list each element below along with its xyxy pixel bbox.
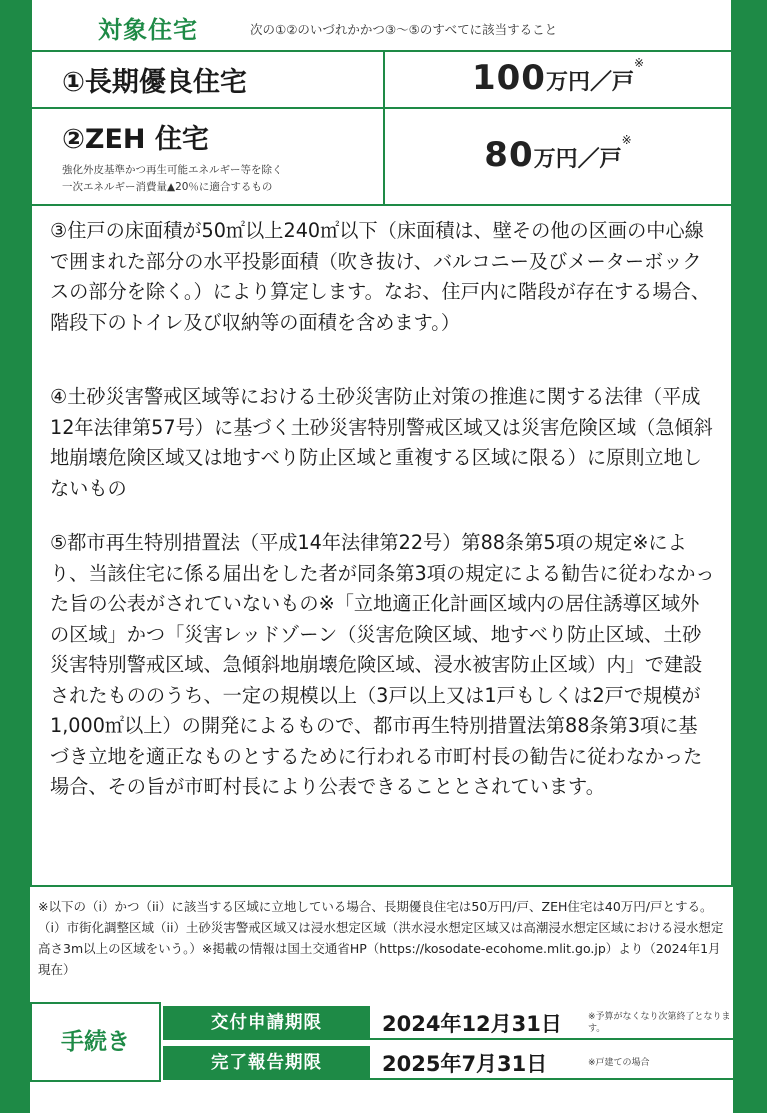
completion-report-note: ※戸建ての場合 [588, 1058, 650, 1068]
procedures-label: 手続き [61, 1029, 130, 1055]
amount-unit: 万円／戸 [533, 147, 622, 172]
housing-type-row [30, 52, 733, 109]
condition-urban-renewal: ⑤都市再生特別措置法（平成14年法律第22号）第88条第5項の規定※により、当該住宅に係る届出をした者が同条第3項の規定による勧告に従わなかった旨の公表がされていないもの※「立地適正化計画区域内の居住誘導区域外の区域」かつ「災害レッドゾーン（災害危険区域、地すべり防止区域、土砂災害特別警戒区域、急傾斜地崩壊危険区域、浸水被害防止区域）内」で建設されたもののうち、一定の規模以上（3戸以上又は1戸もしくは2戸で規模が1,000㎡以上）の開発によるもので、都市再生特別措置法第88条第3項に基づき立地を適正なものとするために行われる市町村長の勧告に従わなかった場合、その旨が市町村長により公表できることとされています。 [50, 531, 715, 798]
amount-unit: 万円／戸 [545, 70, 634, 95]
section-subtitle: 次の①②のいづれかかつ③～⑤のすべてに該当すること [250, 22, 558, 37]
subsidy-amount [385, 58, 731, 98]
footnote: ※以下の（i）かつ（ii）に該当する区域に立地している場合、長期優良住宅は50万円/戸、ZEH住宅は40万円/戸とする。（i）市街化調整区域（ii）土砂災害警戒区域又は浸水想定区域（洪水浸水想定区域又は高潮浸水想定区域における浸水想定高さ3m以上の区域をいう。）※掲載の情報は国土交通省HP（https://kosodate-ecohome.mlit.go.jp）より（2024年1月現在） [38, 899, 724, 977]
target-housing-header [30, 0, 733, 52]
amount-footnote-mark: ※ [633, 56, 645, 70]
housing-type-name: ①長期優良住宅 [62, 67, 247, 98]
housing-type-note: 強化外皮基準かつ再生可能エネルギー等を除く [62, 164, 283, 176]
housing-type-note: 一次エネルギー消費量▲20％に適合するもの [62, 181, 273, 193]
condition-floor-area: ③住戸の床面積が50㎡以上240㎡以下（床面積は、壁その他の区画の中心線で囲まれた部分の水平投影面積（吹き抜け、バルコニー及びメーターボックスの部分を除く。）により算定します。なお、住戸内に階段が存在する場合、階段下のトイレ及び収納等の面積を含めます。） [50, 219, 711, 334]
amount-number: 100 [471, 58, 546, 98]
amount-footnote-mark: ※ [621, 133, 632, 147]
housing-type-name: ②ZEH 住宅 [62, 124, 209, 155]
completion-report-date: 2025年7月31日 [382, 1052, 548, 1076]
housing-type-row [30, 107, 733, 206]
completion-report-label: 完了報告期限 [163, 1046, 370, 1080]
subsidy-amount [385, 135, 731, 175]
condition-landslide-zone: ④土砂災害警戒区域等における土砂災害防止対策の推進に関する法律（平成12年法律第57号）に基づく土砂災害特別警戒区域又は災害危険区域（急傾斜地崩壊危険区域又は地すべり防止区域と重複する区域に限る）に原則立地しないもの [50, 385, 713, 500]
row-underline [370, 1038, 733, 1040]
procedures-label-box [30, 1002, 161, 1082]
application-deadline-date: 2024年12月31日 [382, 1012, 562, 1036]
row-underline [370, 1078, 733, 1080]
amount-number: 80 [484, 135, 534, 175]
application-deadline-note: ※予算がなくなり次第終了となります。 [588, 1012, 731, 1034]
conditions-box [30, 204, 733, 887]
section-title: 対象住宅 [98, 16, 198, 44]
application-deadline-label: 交付申請期限 [163, 1006, 370, 1040]
subsidy-info-panel [30, 0, 733, 1113]
